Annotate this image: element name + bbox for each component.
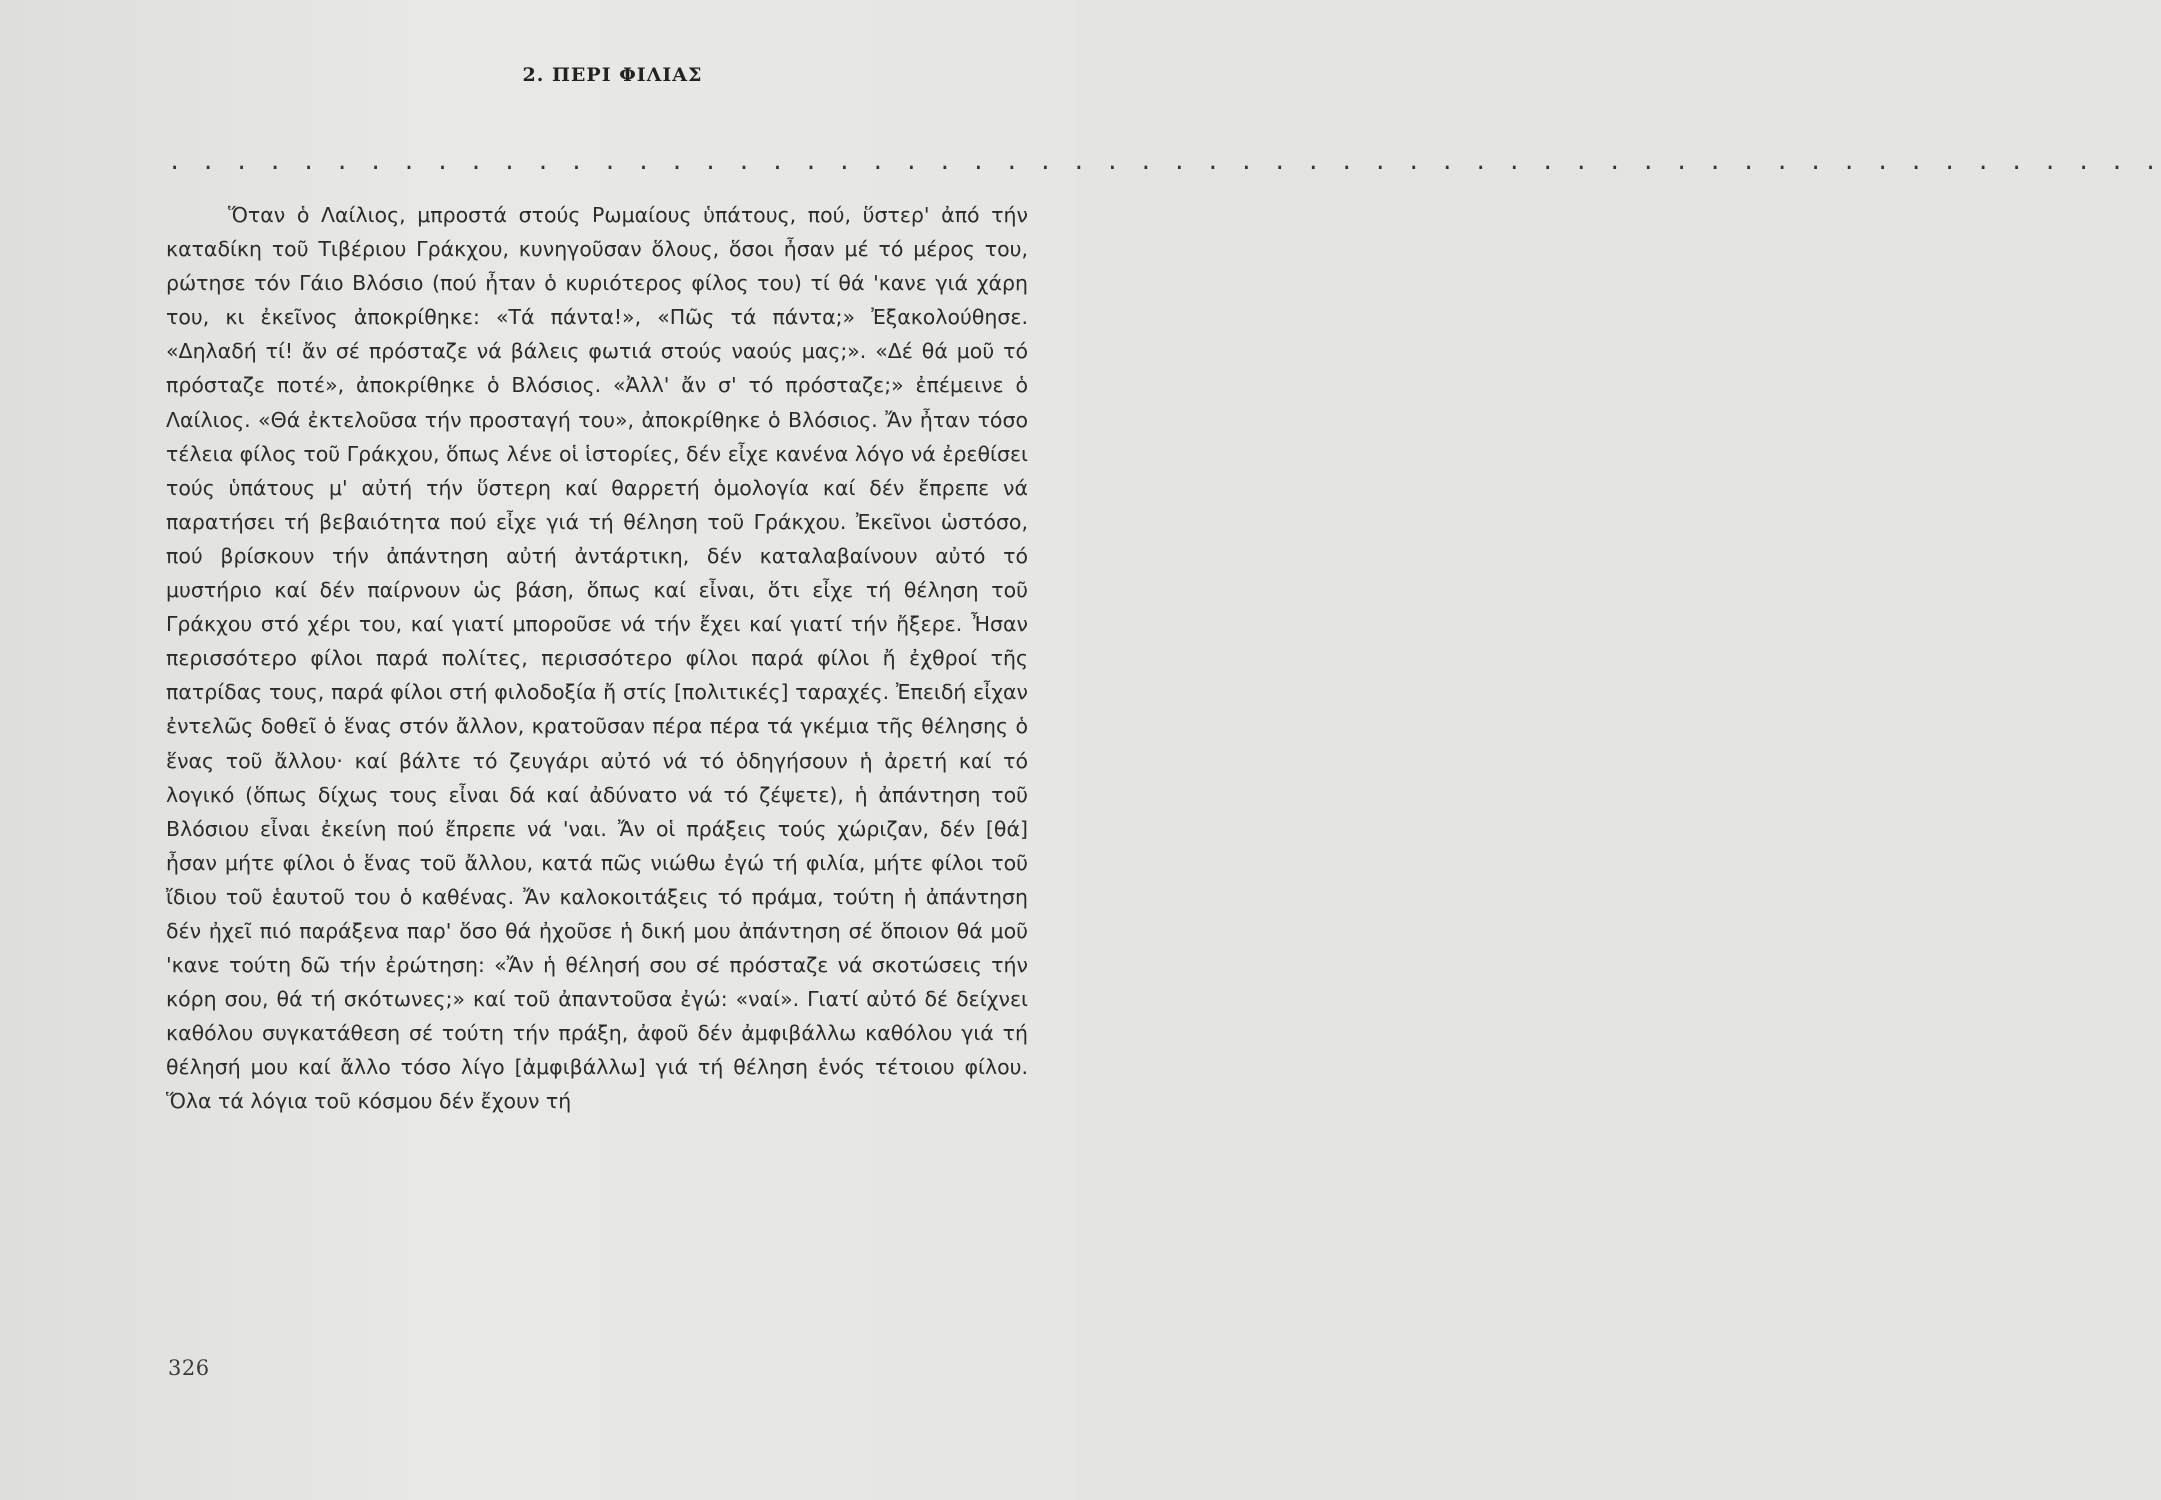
ellipsis-separator: . . . . . . . . . . . . . . . . . . . . . . . . . . . . . . . . . . . . . . . . . . . . . . . . . . . . . . . . . . . .: [168, 150, 2161, 175]
running-head: 2. ΠΕΡΙ ΦΙΛΙΑΣ: [522, 64, 703, 86]
page-number: 326: [168, 1356, 210, 1380]
body-paragraph: Ὅταν ὁ Λαίλιος, μπροστά στούς Ρωμαίους ὑπάτους, πού, ὕστερ' ἀπό τήν καταδίκη τοῦ Τιβέριου Γράκχου, κυνηγοῦσαν ὅλους, ὅσοι ἦσαν μέ τό μέρος του, ρώτησε τόν Γάιο Βλόσιο (πού ἦταν ὁ κυριότερος φίλος του) τί θά 'κανε γιά χάρη του, κι ἐκεῖνος ἀποκρίθηκε: «Τά πάντα!», «Πῶς τά πάντα;» Ἐξακολούθησε. «Δηλαδή τί! ἄν σέ πρόσταζε νά βάλεις φωτιά στούς ναούς μας;». «Δέ θά μοῦ τό πρόσταζε ποτέ», ἀποκρίθηκε ὁ Βλόσιος. «Ἀλλ' ἄν σ' τό πρόσταζε;» ἐπέμεινε ὁ Λαίλιος. «Θά ἐκτελοῦσα τήν προσταγή του», ἀποκρίθηκε ὁ Βλόσιος. Ἄν ἦταν τόσο τέλεια φίλος τοῦ Γράκχου, ὅπως λένε οἱ ἱστορίες, δέν εἶχε κανένα λόγο νά ἐρεθίσει τούς ὑπάτους μ' αὐτή τήν ὕστερη καί θαρρετή ὁμολογία καί δέν ἔπρεπε νά παρατήσει τή βεβαιότητα πού εἶχε γιά τή θέληση τοῦ Γράκχου. Ἐκεῖνοι ὡστόσο, πού βρίσκουν τήν ἀπάντηση αὐτή ἀντάρτικη, δέν καταλαβαίνουν αὐτό τό μυστήριο καί δέν παίρνουν ὡς βάση, ὅπως καί εἶναι, ὅτι εἶχε τή θέληση τοῦ Γράκχου στό χέρι του, καί γιατί μποροῦσε νά τήν ἔχει καί γιατί τήν ἤξερε. Ἦσαν περισσότερο φίλοι παρά πολίτες, περισσότερο φίλοι παρά φίλοι ἤ ἐχθροί τῆς πατρίδας τους, παρά φίλοι στή φιλοδοξία ἤ στίς [πολιτικές] ταραχές. Ἐπειδή εἶχαν ἐντελῶς δοθεῖ ὁ ἕνας στόν ἄλλον, κρατοῦσαν πέρα πέρα τά γκέμια τῆς θέλησης ὁ ἕνας τοῦ ἄλλου· καί βάλτε τό ζευγάρι αὐτό νά τό ὁδηγήσουν ἡ ἀρετή καί τό λογικό (ὅπως δίχως τους εἶναι δά καί ἀδύνατο νά τό ζέψετε), ἡ ἀπάντηση τοῦ Βλόσιου εἶναι ἐκείνη πού ἔπρεπε νά 'ναι. Ἄν οἱ πράξεις τούς χώριζαν, δέν [θά] ἦσαν μήτε φίλοι ὁ ἕνας τοῦ ἄλλου, κατά πῶς νιώθω ἐγώ τή φιλία, μήτε φίλοι τοῦ ἴδιου τοῦ ἑαυτοῦ του ὁ καθένας. Ἄν καλοκοιτάξεις τό πράμα, τούτη ἡ ἀπάντηση δέν ἠχεῖ πιό παράξενα παρ' ὅσο θά ἠχοῦσε ἡ δική μου ἀπάντηση σέ ὅποιον θά μοῦ 'κανε τούτη δῶ τήν ἐρώτηση: «Ἄν ἡ θέλησή σου σέ πρόσταζε νά σκοτώσεις τήν κόρη σου, θά τή σκότωνες;» καί τοῦ ἀπαντοῦσα ἐγώ: «ναί». Γιατί αὐτό δέ δείχνει καθόλου συγκατάθεση σέ τούτη τήν πράξη, ἀφοῦ δέν ἀμφιβάλλω καθόλου γιά τή θέλησή μου καί ἄλλο τόσο λίγο [ἀμφιβάλλω] γιά τή θέληση ἑνός τέτοιου φίλου. Ὅλα τά λόγια τοῦ κόσμου δέν ἔχουν τή: [166, 203, 1028, 1114]
